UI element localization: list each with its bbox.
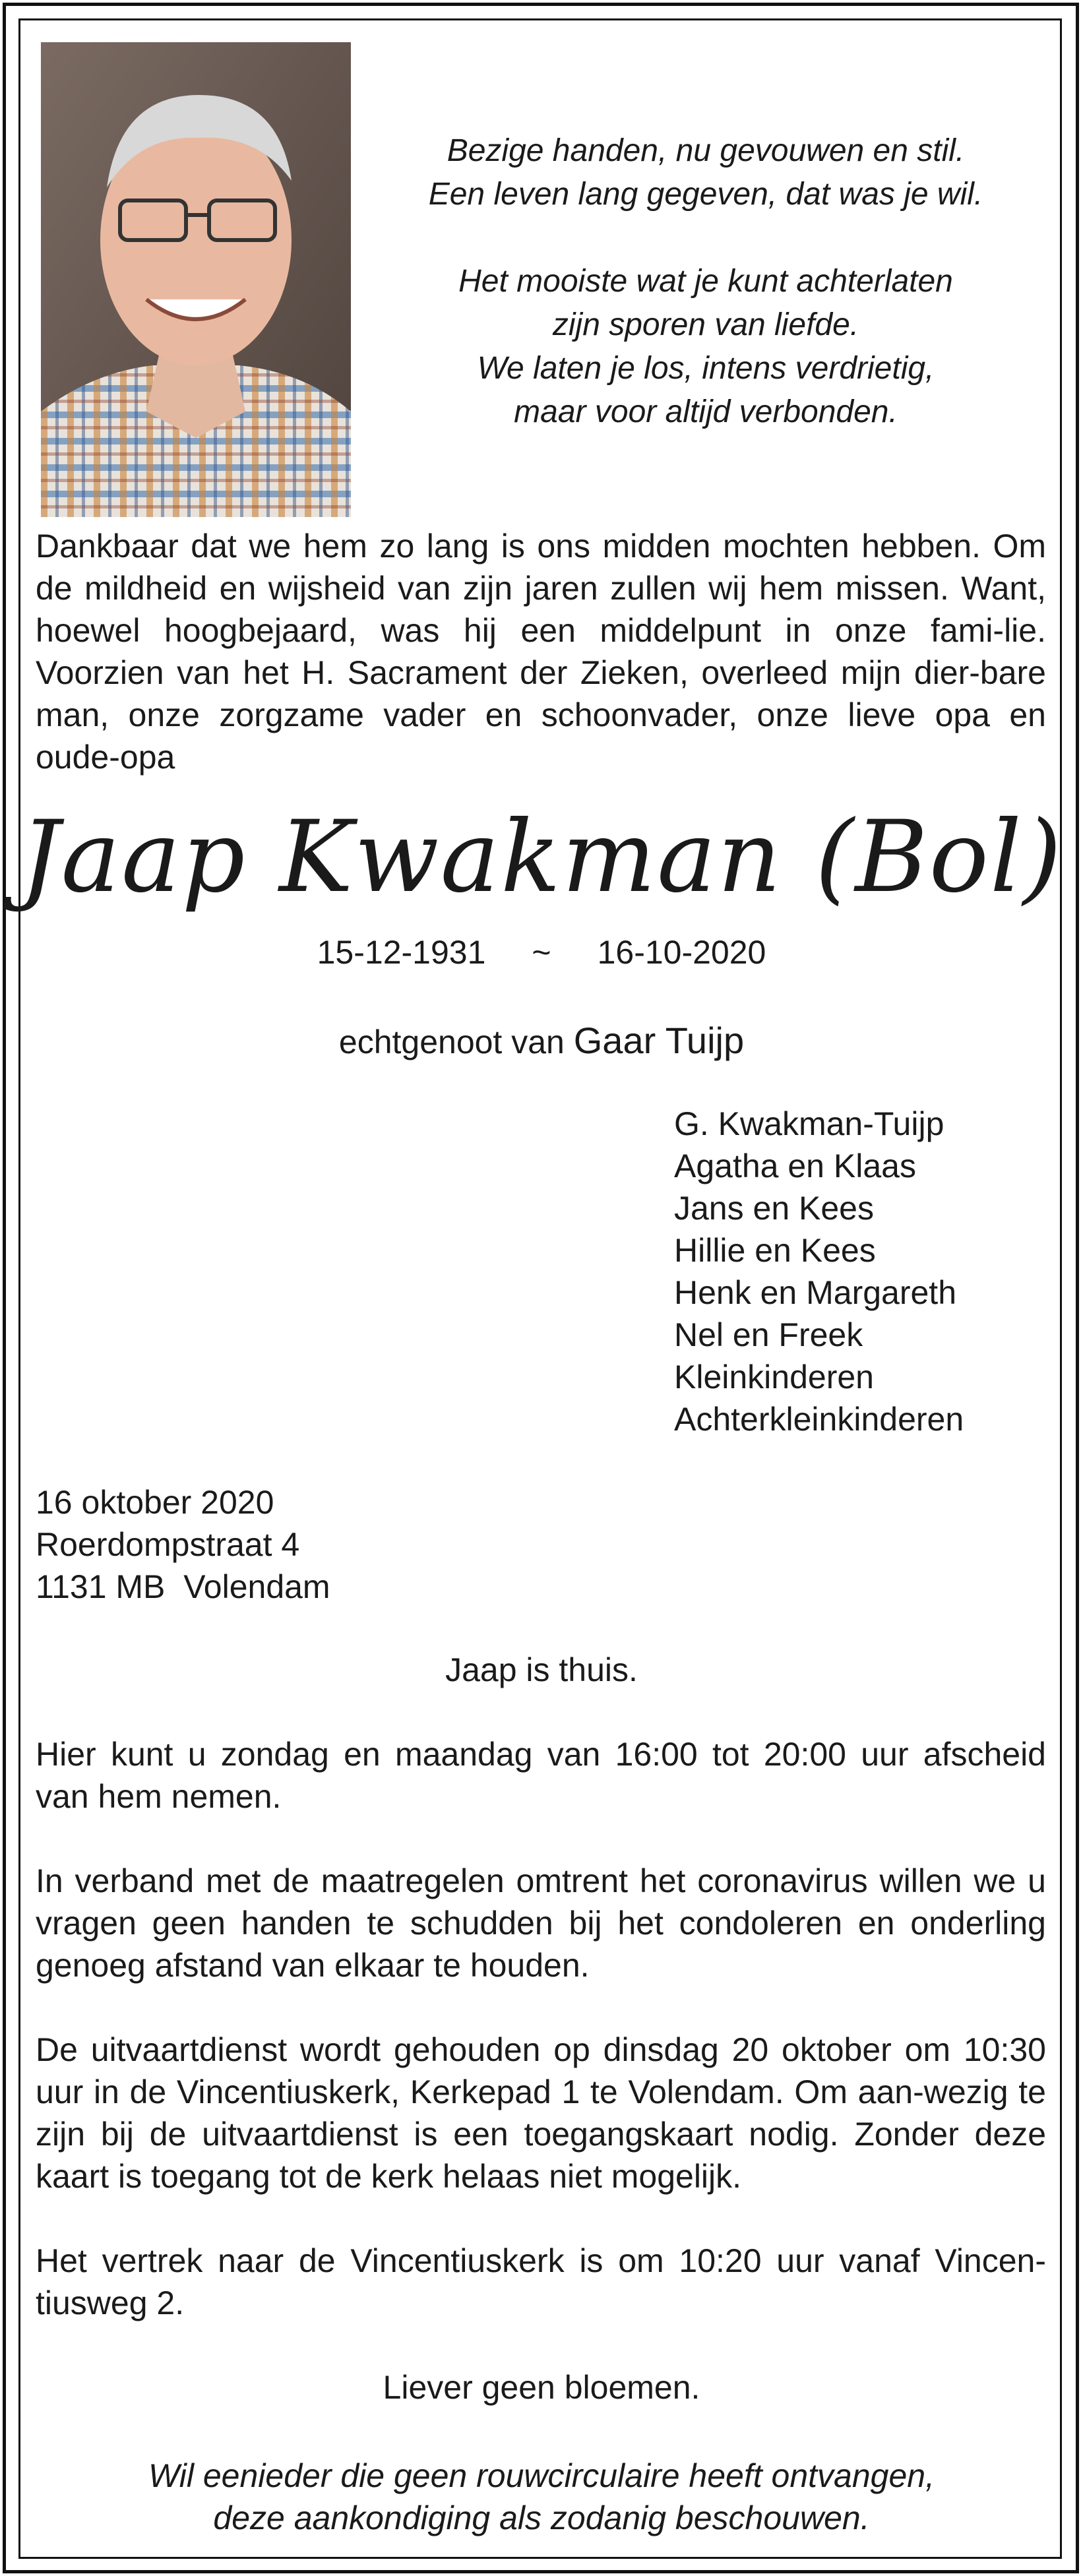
corona-paragraph: In verband met de maatregelen omtrent het coronavirus willen we u vragen geen handen te schudden bij het condoleren en onderling genoeg afstand van elkaar te houden. xyxy=(36,1862,1046,1984)
poem-line: Het mooiste wat je kunt achterlaten xyxy=(458,264,953,299)
intro-paragraph: Dankbaar dat we hem zo lang is ons midden mochten hebben. Om de mildheid en wijsheid van zijn jaren zullen wij hem missen. Want, hoewel hoogbejaard, was hij een middelpunt in onze fami-lie. Voorzien van het H. Sacrament der Zieken, overleed mijn dier-bare man, onze zorgzame vader en schoonvader, onze lieve opa en oude-opa xyxy=(36,528,1046,776)
address-line: Roerdompstraat 4 xyxy=(36,1526,300,1563)
spouse-line xyxy=(0,1020,1083,1063)
correspondence-address xyxy=(36,1481,330,1608)
spouse-name: Gaar Tuijp xyxy=(573,1020,745,1061)
closing-note xyxy=(0,2455,1083,2539)
birth-date: 15-12-1931 xyxy=(317,934,486,971)
family-member: Henk en Margareth xyxy=(674,1274,957,1311)
poem-line: zijn sporen van liefde. xyxy=(552,307,859,342)
family-member: G. Kwakman-Tuijp xyxy=(674,1105,944,1142)
closing-line: deze aankondiging als zodanig beschouwen. xyxy=(213,2499,870,2536)
date-separator: ~ xyxy=(532,934,551,971)
poem-line: maar voor altijd verbonden. xyxy=(514,394,898,429)
address-line: 1131 MB Volendam xyxy=(36,1568,330,1605)
home-line: Jaap is thuis. xyxy=(445,1651,638,1688)
spouse-prefix: echtgenoot van xyxy=(338,1024,565,1060)
flowers-line: Liever geen bloemen. xyxy=(383,2369,700,2406)
family-list xyxy=(674,1103,964,1440)
service-paragraph: De uitvaartdienst wordt gehouden op dinsdag 20 oktober om 10:30 uur in de Vincentiuskerk, Kerkepad 1 te Volendam. Om aan-wezig te zijn bij de uitvaartdienst is een toegangskaart nodig. Zonder deze kaart is toegang tot de kerk helaas niet mogelijk. xyxy=(36,2031,1046,2195)
poem-line: Bezige handen, nu gevouwen en stil. xyxy=(447,133,965,168)
life-dates xyxy=(0,931,1083,973)
portrait-photo xyxy=(41,42,351,517)
family-member: Agatha en Klaas xyxy=(674,1148,916,1184)
address-line: 16 oktober 2020 xyxy=(36,1484,274,1521)
poem-line: We laten je los, intens verdrietig, xyxy=(477,351,935,386)
family-member: Nel en Freek xyxy=(674,1316,863,1353)
poem-line: Een leven lang gegeven, dat was je wil. xyxy=(428,177,983,212)
closing-line: Wil eenieder die geen rouwcirculaire heeft ontvangen, xyxy=(148,2457,935,2494)
visit-paragraph: Hier kunt u zondag en maandag van 16:00 tot 20:00 uur afscheid van hem nemen. xyxy=(36,1736,1046,1815)
family-member: Hillie en Kees xyxy=(674,1232,876,1269)
family-member: Kleinkinderen xyxy=(674,1359,874,1395)
family-member: Jans en Kees xyxy=(674,1190,874,1227)
deceased-name: Jaap Kwakman (Bol) xyxy=(20,800,1063,915)
family-member: Achterkleinkinderen xyxy=(674,1401,964,1438)
death-date: 16-10-2020 xyxy=(597,934,766,971)
departure-paragraph: Het vertrek naar de Vincentiuskerk is om 10:20 uur vanaf Vincen-tiusweg 2. xyxy=(36,2242,1046,2321)
poem xyxy=(369,129,1042,434)
